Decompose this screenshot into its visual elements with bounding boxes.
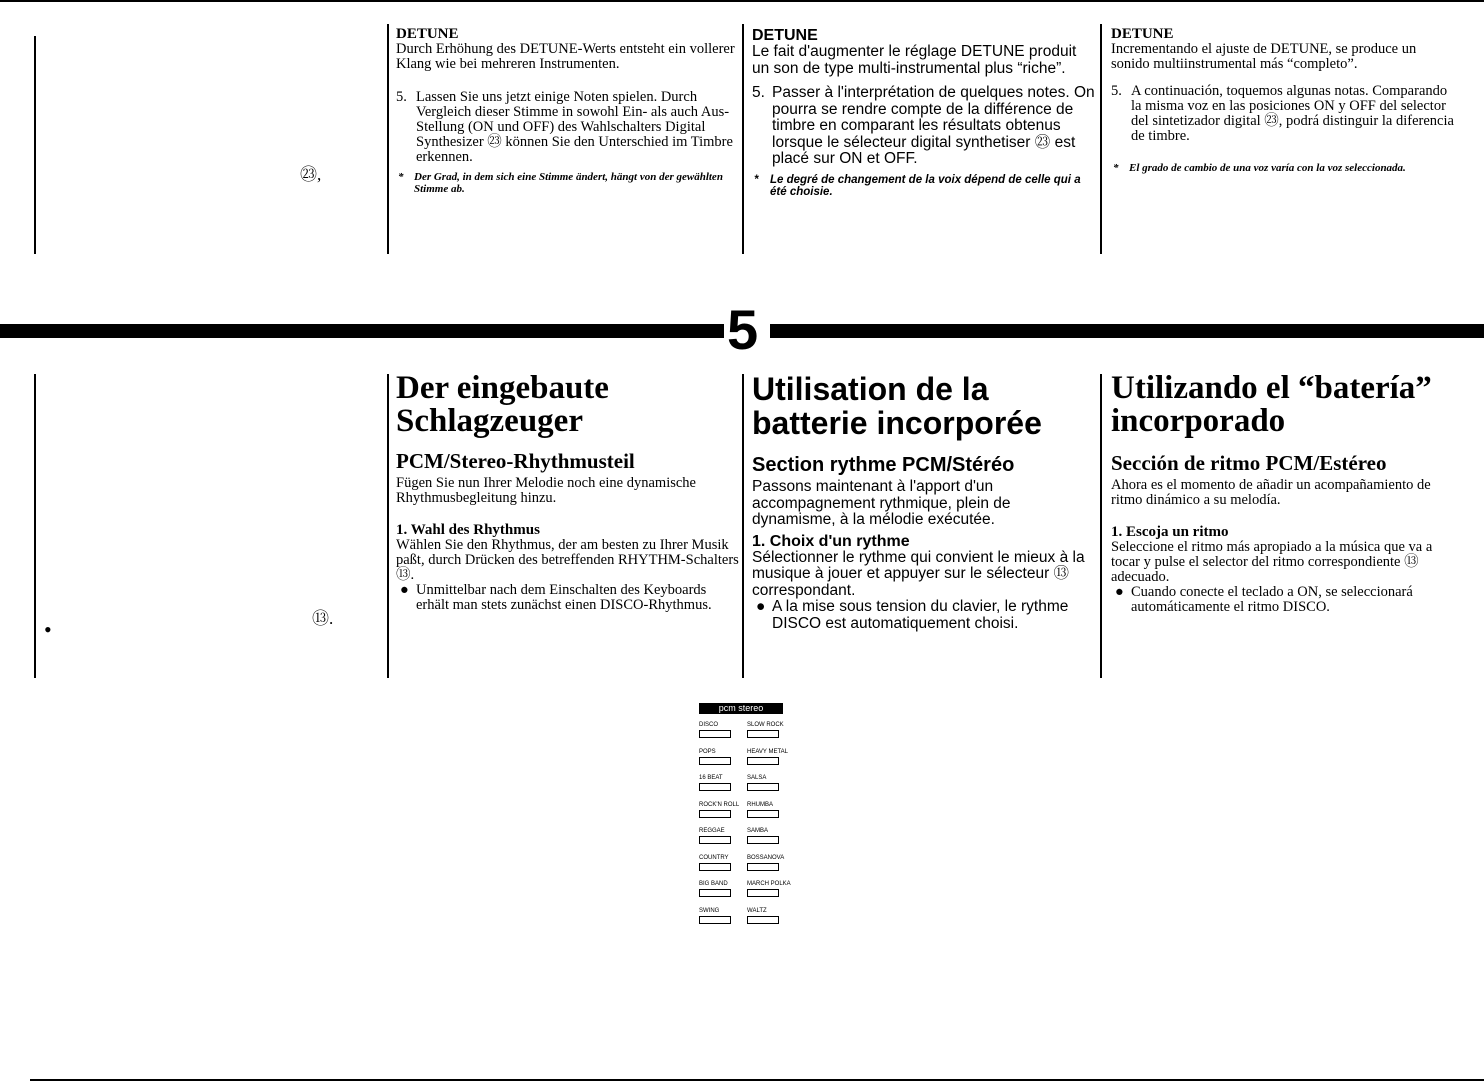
rhythm-button-label: DISCO [699, 722, 719, 728]
bullet-item [1111, 585, 1456, 615]
rhythm-button[interactable] [747, 828, 847, 848]
column-divider [34, 374, 36, 678]
step-heading: 1. Wahl des Rhythmus [396, 522, 540, 538]
rhythm-key[interactable] [699, 810, 731, 818]
detune-heading: DETUNE [752, 27, 818, 44]
section-intro: Fügen Sie nun Ihrer Melodie noch eine dynamische Rhythmusbegleitung hinzu. [396, 475, 696, 506]
column-divider [742, 24, 744, 254]
step-heading: 1. Choix d'un rythme [752, 532, 910, 550]
top-de-column [396, 26, 736, 195]
bottom-es-column [1111, 372, 1456, 615]
step-text: Lassen Sie uns jetzt einige Noten spielen. Durch Vergleich dieser Stimme in sowohl Ein- als auch Aus-Stellung (ON und OFF) des Wahlschalters Digital Synthesizer ㉓ können Sie den Unterschied im Timbre erkennen. [416, 89, 733, 165]
rhythm-button-label: 16 BEAT [699, 775, 723, 781]
step-text: Wählen Sie den Rhythmus, der am besten zu Ihrer Musik paßt, durch Drücken des betreffenden RHYTHM-Schalters ⑬. [396, 537, 739, 583]
rhythm-key[interactable] [747, 810, 779, 818]
footnote-text: Le degré de changement de la voix dépend de celle qui a été choisie. [770, 173, 1081, 198]
step-text: Seleccione el ritmo más apropiado a la música que va a tocar y pulse el selector del ritmo correspondiente ⑬ adecuado. [1111, 539, 1433, 585]
rhythm-button[interactable] [747, 775, 847, 795]
step-number: 5. [396, 89, 407, 105]
bullet-text: Unmittelbar nach dem Einschalten des Keyboards erhält man stets zunächst einen DISCO-Rhythmus. [416, 582, 712, 613]
bottom-fr-column [752, 372, 1097, 632]
rhythm-key[interactable] [747, 730, 779, 738]
footnote [752, 174, 1097, 198]
bottom-de-column [396, 372, 741, 613]
step-number: 5. [752, 84, 765, 101]
footnote-star: * [754, 173, 759, 186]
rhythm-button-label: SAMBA [747, 828, 769, 834]
bullet-text: A la mise sous tension du clavier, le rythme DISCO est automatiquement choisi. [772, 598, 1069, 632]
pcm-stereo-label: pcm stereo [699, 703, 783, 714]
step-text: Passer à l'interprétation de quelques notes. On pourra se rendre compte de la différence de timbre en comparant les résultats obtenus lorsque le sélecteur digital synthetiser ㉓ est placé sur ON et OFF. [772, 84, 1095, 167]
footnote [1111, 162, 1456, 174]
bullet-dot: ● [1115, 584, 1124, 600]
top-rule [0, 0, 1484, 2]
rhythm-key[interactable] [747, 863, 779, 871]
rhythm-key[interactable] [747, 916, 779, 924]
rhythm-key[interactable] [747, 783, 779, 791]
top-fr-column [752, 27, 1097, 198]
footnote-star: * [1113, 162, 1119, 174]
bullet-dot: ● [756, 598, 766, 615]
left-marker: ⑬. [312, 609, 334, 628]
step-heading: 1. Escoja un ritmo [1111, 524, 1229, 540]
section-number: 5 [727, 298, 759, 361]
detune-intro: Incrementando el ajuste de DETUNE, se produce un sonido multiinstrumental más “completo”. [1111, 41, 1417, 72]
top-es-column [1111, 26, 1456, 174]
bullet-text: Cuando conecte el teclado a ON, se seleccionará automáticamente el ritmo DISCO. [1131, 584, 1413, 615]
footnote-text: El grado de cambio de una voz varía con la voz seleccionada. [1129, 162, 1406, 174]
rhythm-button-label: COUNTRY [699, 854, 729, 861]
left-bullet: • [44, 617, 52, 642]
bottom-rule [30, 1079, 1484, 1081]
footnote-text: Der Grad, in dem sich eine Stimme ändert, hängt von der gewählten Stimme ab. [414, 171, 723, 195]
rhythm-button[interactable] [747, 722, 847, 742]
footnote-star: * [398, 171, 404, 183]
step-text: A continuación, toquemos algunas notas. Comparando la misma voz en las posiciones ON y OFF del selector del sintetizador digital ㉓, podrá distinguir la diferencia de timbre. [1131, 83, 1454, 144]
rhythm-button-label: SWING [699, 907, 720, 914]
step-5 [752, 85, 1097, 168]
step-number: 5. [1111, 83, 1122, 99]
column-divider [1100, 24, 1102, 254]
rhythm-key[interactable] [699, 757, 731, 765]
rhythm-key[interactable] [747, 757, 779, 765]
column-divider [1100, 374, 1102, 678]
left-marker: ㉓, [300, 165, 322, 184]
rhythm-button-label: RHUMBA [747, 801, 774, 808]
bullet-dot: ● [400, 582, 409, 598]
rhythm-key[interactable] [699, 836, 731, 844]
rhythm-key[interactable] [747, 836, 779, 844]
section-bar-left [0, 324, 724, 338]
footnote [396, 171, 736, 195]
section-subtitle: PCM/Stereo-Rhythmusteil [396, 449, 635, 473]
rhythm-key[interactable] [699, 730, 731, 738]
step-5 [1111, 84, 1456, 144]
rhythm-button-label: POPS [699, 748, 716, 755]
column-divider [742, 374, 744, 678]
column-divider [34, 36, 36, 254]
rhythm-button[interactable] [747, 855, 847, 875]
rhythm-button[interactable] [747, 749, 847, 769]
step-text: Sélectionner le rythme qui convient le mieux à la musique à jouer et appuyer sur le sélecteur ⑬ correspondant. [752, 548, 1085, 599]
rhythm-button-label: REGGAE [699, 828, 725, 834]
detune-heading: DETUNE [1111, 26, 1174, 42]
column-divider [387, 24, 389, 254]
step-5 [396, 90, 736, 165]
bullet-item [396, 583, 741, 613]
section-bar-right [770, 324, 1484, 338]
rhythm-key[interactable] [699, 783, 731, 791]
rhythm-key[interactable] [747, 889, 779, 897]
bullet-item [752, 599, 1097, 632]
detune-intro: Le fait d'augmenter le réglage DETUNE produit un son de type multi-instrumental plus “riche”. [752, 43, 1077, 77]
rhythm-button[interactable] [747, 908, 847, 928]
rhythm-button-label: WALTZ [747, 907, 767, 914]
rhythm-button-label: BOSSANOVA [747, 854, 785, 861]
rhythm-key[interactable] [699, 863, 731, 871]
section-title: Utilisation de la batterie incorporée [752, 371, 1042, 441]
section-subtitle: Section rythme PCM/Stéréo [752, 454, 1015, 476]
rhythm-button-label: SLOW ROCK [747, 722, 784, 728]
rhythm-button-label: HEAVY METAL [747, 748, 789, 755]
rhythm-button-label: MARCH POLKA [747, 881, 791, 887]
column-divider [387, 374, 389, 678]
rhythm-key[interactable] [699, 916, 731, 924]
rhythm-button-label: SALSA [747, 775, 767, 781]
section-title: Der eingebaute Schlagzeuger [396, 370, 609, 439]
rhythm-button-label: BIG BAND [699, 881, 728, 887]
section-title: Utilizando el “batería” incorporado [1111, 370, 1432, 439]
detune-intro: Durch Erhöhung des DETUNE-Werts entsteht ein vollerer Klang wie bei mehreren Instrumenten. [396, 41, 735, 72]
section-intro: Passons maintenant à l'apport d'un accompagnement rythmique, plein de dynamisme, à la mélodie exécutée. [752, 478, 1011, 528]
detune-heading: DETUNE [396, 26, 459, 42]
section-subtitle: Sección de ritmo PCM/Estéreo [1111, 451, 1387, 475]
rhythm-key[interactable] [699, 889, 731, 897]
rhythm-button[interactable] [747, 802, 847, 822]
rhythm-button-label: ROCK'N ROLL [699, 801, 740, 808]
rhythm-button[interactable] [747, 881, 847, 901]
section-intro: Ahora es el momento de añadir un acompañamiento de ritmo dinámico a su melodía. [1111, 477, 1431, 508]
